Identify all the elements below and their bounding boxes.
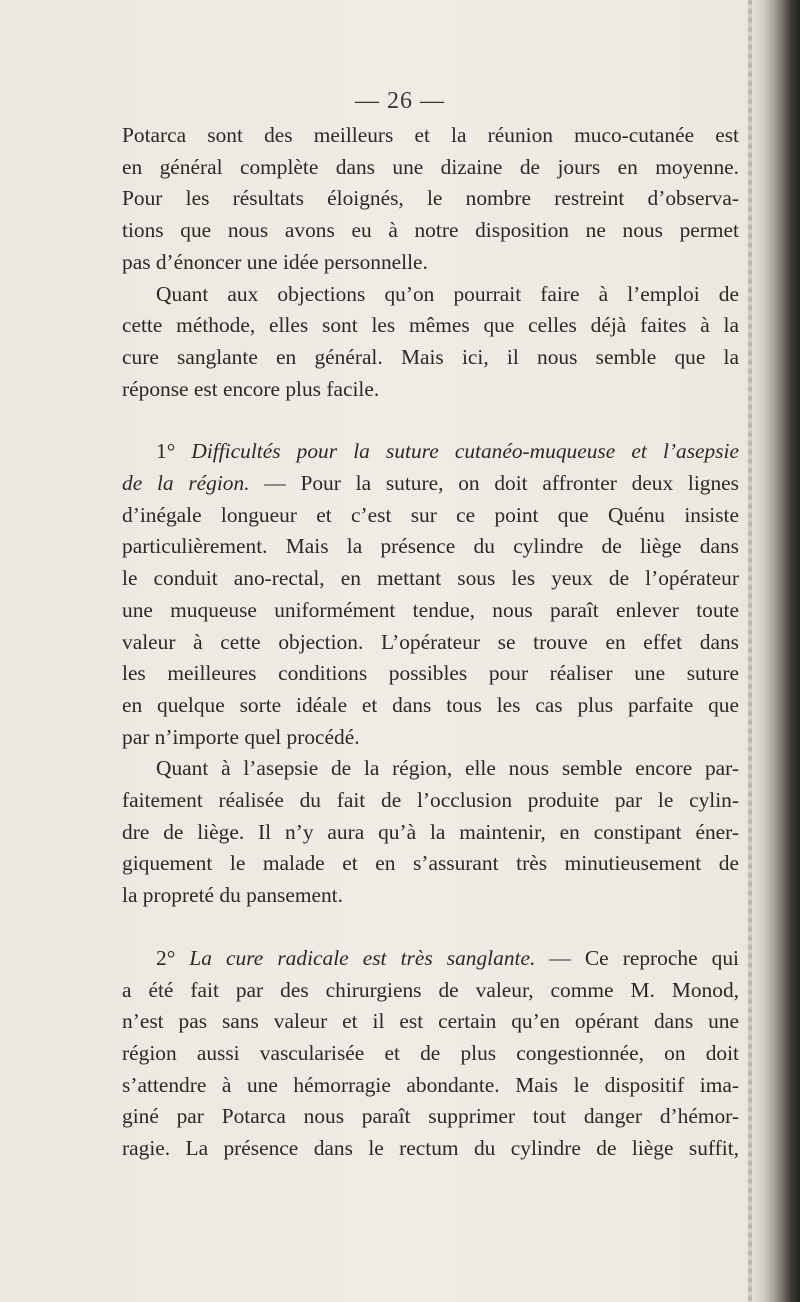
paragraph-4 bbox=[122, 753, 739, 912]
text-line: particulièrement. Mais la présence du cylindre de liège dans bbox=[122, 534, 739, 559]
text-line: région aussi vascularisée et de plus congestionnée, on doit bbox=[122, 1040, 739, 1065]
text-line: cure sanglante en général. Mais ici, il nous semble que la bbox=[122, 344, 739, 369]
text-line: n’est pas sans valeur et il est certain qu’en opérant dans une bbox=[122, 1009, 739, 1034]
text-line: valeur à cette objection. L’opérateur se trouve en effet dans bbox=[122, 629, 739, 654]
section-heading: Difficultés pour la suture cutanéo-muqueuse et l’asepsie bbox=[191, 439, 739, 464]
paragraph-1 bbox=[122, 120, 739, 279]
section-heading-line-2 bbox=[122, 468, 739, 500]
section-heading-line bbox=[122, 943, 739, 975]
text-line: faitement réalisée du fait de l’occlusion produite par le cylin- bbox=[122, 788, 739, 813]
text-line: tions que nous avons eu à notre disposition ne nous permet bbox=[122, 218, 739, 243]
text-line: par n’importe quel procédé. bbox=[122, 724, 360, 749]
text-line: la propreté du pansement. bbox=[122, 883, 343, 908]
text-line: a été fait par des chirurgiens de valeur, comme M. Monod, bbox=[122, 977, 739, 1002]
body-text bbox=[122, 120, 739, 1165]
text-line: pas d’énoncer une idée personnelle. bbox=[122, 249, 428, 274]
text-line: les meilleures conditions possibles pour réaliser une suture bbox=[122, 661, 739, 686]
text-line: Quant à l’asepsie de la région, elle nous semble encore par- bbox=[156, 756, 739, 781]
text-line: Pour les résultats éloignés, le nombre restreint d’observa- bbox=[122, 186, 739, 211]
text-line: d’inégale longueur et c’est sur ce point que Quénu insiste bbox=[122, 502, 739, 527]
text-run: — Pour la suture, on doit affronter deux lignes bbox=[249, 471, 740, 496]
text-run: — Ce reproche qui bbox=[535, 945, 739, 970]
section-number: 2° bbox=[156, 945, 190, 970]
text-line: le conduit ano-rectal, en mettant sous les yeux de l’opérateur bbox=[122, 566, 739, 591]
text-line: réponse est encore plus facile. bbox=[122, 376, 380, 401]
text-line: en quelque sorte idéale et dans tous les cas plus parfaite que bbox=[122, 692, 739, 717]
section-number: 1° bbox=[156, 439, 192, 464]
paragraph-2 bbox=[122, 279, 739, 406]
text-line: giquement le malade et en s’assurant très minutieusement de bbox=[122, 851, 739, 876]
text-line: giné par Potarca nous paraît supprimer tout danger d’hémor- bbox=[122, 1104, 739, 1129]
book-spine-shadow bbox=[752, 0, 800, 1302]
section-1 bbox=[122, 436, 739, 753]
text-line: en général complète dans une dizaine de jours en moyenne. bbox=[122, 154, 739, 179]
text-line: s’attendre à une hémorragie abondante. Mais le dispositif ima- bbox=[122, 1072, 739, 1097]
section-heading-cont: de la région. bbox=[122, 471, 250, 496]
text-line: ragie. La présence dans le rectum du cylindre de liège suffit, bbox=[122, 1136, 739, 1161]
text-line: cette méthode, elles sont les mêmes que celles déjà faites à la bbox=[122, 313, 739, 338]
text-line: une muqueuse uniformément tendue, nous paraît enlever toute bbox=[122, 597, 739, 622]
section-heading-line bbox=[122, 436, 739, 468]
text-line: Potarca sont des meilleurs et la réunion muco-cutanée est bbox=[122, 123, 739, 147]
text-line: Quant aux objections qu’on pourrait faire à l’emploi de bbox=[156, 281, 739, 306]
text-line: dre de liège. Il n’y aura qu’à la maintenir, en constipant éner- bbox=[122, 819, 739, 844]
page-number: — 26 — bbox=[355, 88, 445, 114]
section-2 bbox=[122, 943, 739, 1165]
section-heading: La cure radicale est très sanglante. bbox=[189, 945, 536, 970]
